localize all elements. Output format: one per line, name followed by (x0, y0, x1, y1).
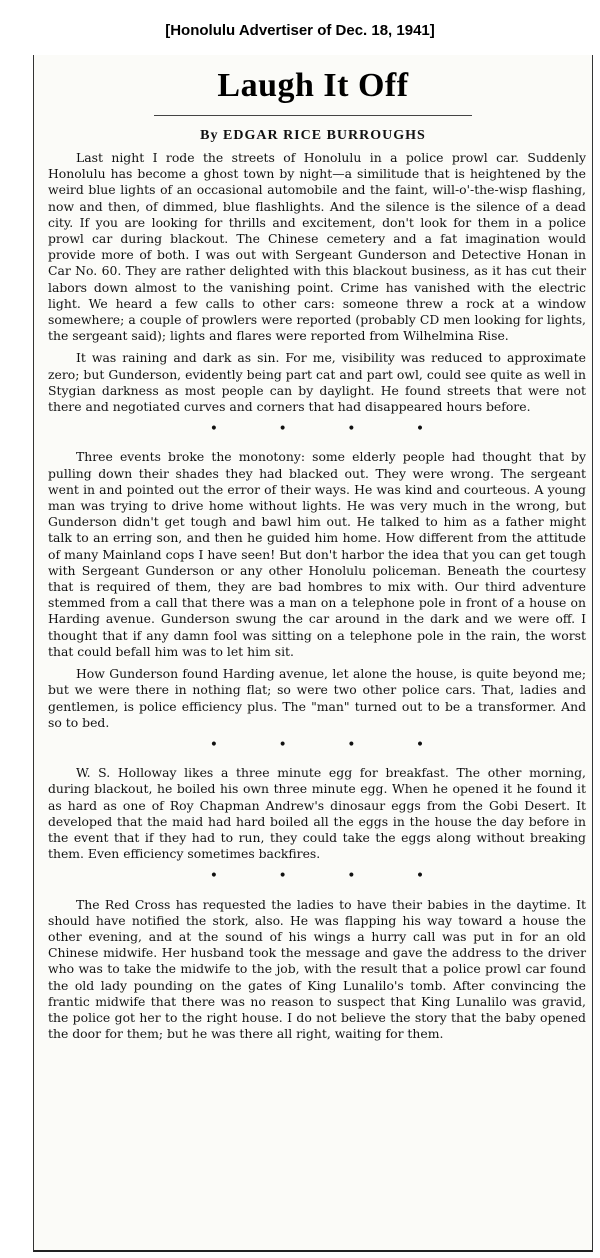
section-2 (48, 449, 586, 730)
headline-rule (154, 115, 472, 116)
paragraph: W. S. Holloway likes a three minute egg for breakfast. The other morning, during blackout, he boiled his own three minute egg. When he opened it he found it as hard as one of Roy Chapman Andrew's dinosaur eggs from the Gobi Desert. It developed that the maid had hard boiled all the eggs in the house the day before in the event that if they had to run, they could take the eggs along without breaking them. Even efficiency sometimes backfires. (48, 765, 586, 862)
section-separator: • • • • (209, 421, 453, 438)
section-separator: • • • • (209, 736, 453, 753)
section-3 (48, 765, 586, 862)
section-separator: • • • • (209, 868, 453, 885)
paragraph: Last night I rode the streets of Honolulu in a police prowl car. Suddenly Honolulu has become a ghost town by night—a similitude that is heightened by the weird blue lights of an occasional automobile and the faint, will-o'-the-wisp flashing, now and then, of dimmed, blue flashlights. And the silence is the silence of a dead city. If you are looking for thrills and excitement, don't look for them in a police prowl car during blackout. The Chinese cemetery and a fat imagination would provide more of both. I was out with Sergeant Gunderson and Detective Honan in Car No. 60. They are rather delighted with this blackout business, as it has cut their labors down almost to the vanishing point. Crime has vanished with the electric light. We heard a few calls to other cars: someone threw a rock at a window somewhere; a couple of prowlers were reported (probably CD men looking for lights, the sergeant said); lights and flares were reported from Wilhelmina Rise. (48, 150, 586, 344)
byline: By EDGAR RICE BURROUGHS (200, 128, 426, 143)
paragraph: How Gunderson found Harding avenue, let alone the house, is quite beyond me; but we were there in nothing flat; so were two other police cars. That, ladies and gentlemen, is police efficiency plus. The "man" turned out to be a transformer. And so to bed. (48, 666, 586, 730)
section-1 (48, 150, 586, 415)
newspaper-clipping (33, 55, 593, 1252)
headline: Laugh It Off (217, 67, 409, 104)
paragraph: It was raining and dark as sin. For me, visibility was reduced to approximate zero; but Gunderson, evidently being part cat and part owl, could see quite as well in Stygian darkness as most people can by daylight. He found streets that were not there and negotiated curves and corners that had disappeared hours before. (48, 350, 586, 415)
section-4 (48, 897, 586, 1043)
paragraph: Three events broke the monotony: some elderly people had thought that by pulling down their shades they had blacked out. They were wrong. The sergeant went in and pointed out the error of their ways. He was kind and courteous. A young man was trying to drive home without lights. He was very much in the wrong, but Gunderson didn't get tough and bawl him out. He talked to him as a father might talk to an erring son, and then he guided him home. How different from the attitude of many Mainland cops I have seen! But don't harbor the idea that you can get tough with Sergeant Gunderson or any other Honolulu policeman. Beneath the courtesy that is required of them, they are bad hombres to mix with. Our third adventure stemmed from a call that there was a man on a telephone pole in front of a house on Harding avenue. Gunderson swung the car around in the dark and we were off. I thought that if any damn fool was sitting on a telephone pole in the rain, the worst that could befall him was to let him sit. (48, 449, 586, 659)
paragraph: The Red Cross has requested the ladies to have their babies in the daytime. It should have notified the stork, also. He was flapping his way toward a house the other evening, and at the sound of his wings a hurry call was put in for an old Chinese midwife. Her husband took the message and gave the address to the driver who was to take the midwife to the job, with the result that a police prowl car found the old lady pounding on the gates of King Lunalilo's tomb. After convincing the frantic midwife that there was no reason to suspect that King Lunalilo was gravid, the police got her to the right house. I do not believe the story that the baby opened the door for them; but he was there all right, waiting for them. (48, 896, 586, 1042)
source-caption: [Honolulu Advertiser of Dec. 18, 1941] (165, 22, 435, 39)
article-body (34, 150, 592, 1042)
